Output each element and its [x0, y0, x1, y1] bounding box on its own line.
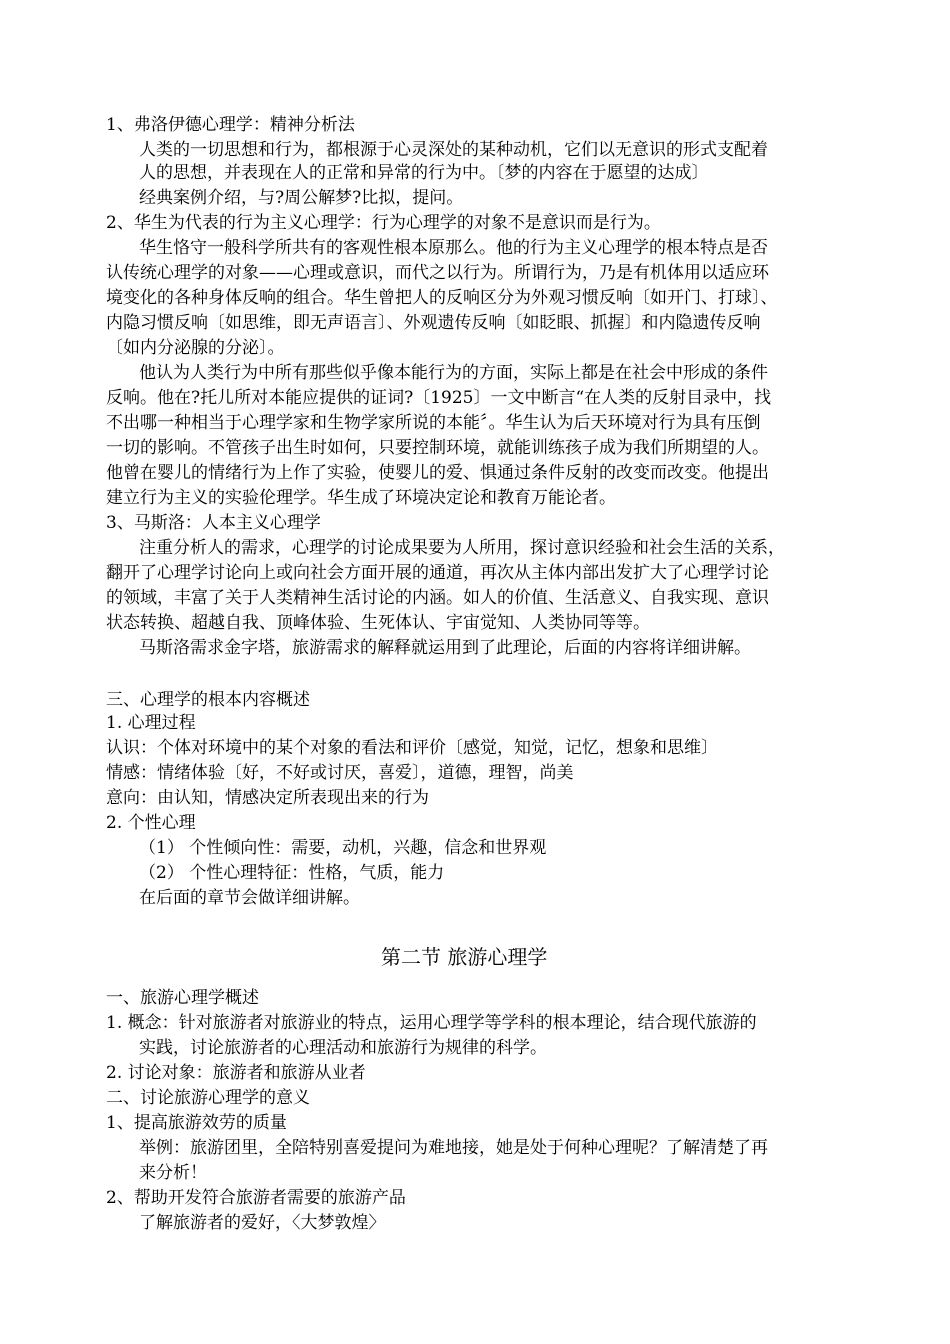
list-subitem: （2） 个性心理特征：性格，气质，能力 — [139, 863, 445, 883]
tourism-overview-heading: 一、旅游心理学概述 — [106, 988, 259, 1008]
watson-paragraph-line: 内隐习惯反响〔如思维，即无声语言〕、外观遗传反响〔如眨眼、抓握〕和内隐遗传反响 — [106, 313, 761, 333]
concept-line: 1. 概念：针对旅游者对旅游业的特点，运用心理学等学科的根本理论，结合现代旅游的 — [106, 1013, 757, 1033]
list-subitem: （1） 个性倾向性：需要，动机，兴趣，信念和世界观 — [139, 838, 547, 858]
watson-paragraph-line: 一切的影响。不管孩子出生时如何，只要控制环境，就能训练孩子成为我们所期望的人。 — [106, 438, 769, 458]
watson-paragraph-line: 境变化的各种身体反响的组合。华生曾把人的反响区分为外观习惯反响〔如开门、打球〕、 — [106, 288, 778, 308]
watson-paragraph-line: 他认为人类行为中所有那些似乎像本能行为的方面，实际上都是在社会中形成的条件 — [139, 363, 768, 383]
meaning-heading: 二、讨论旅游心理学的意义 — [106, 1088, 310, 1108]
concept-line: 实践，讨论旅游者的心理活动和旅游行为规律的科学。 — [139, 1038, 547, 1058]
watson-paragraph-line: 反响。他在?托儿所对本能应提供的证词?〔1925〕一文中断言“在人类的反射目录中，找 — [106, 388, 772, 408]
watson-paragraph-line: 华生恪守一般科学所共有的客观性根本原那么。他的行为主义心理学的根本特点是否 — [139, 238, 768, 258]
detail-note: 了解旅游者的爱好，〈大梦敦煌〉 — [139, 1213, 386, 1233]
maslow-pyramid-note: 马斯洛需求金字塔，旅游需求的解释就运用到了此理论，后面的内容将详细讲解。 — [139, 638, 751, 658]
maslow-heading: 3、马斯洛：人本主义心理学 — [106, 513, 321, 533]
basic-content-heading: 三、心理学的根本内容概述 — [106, 690, 310, 710]
watson-paragraph-line: 〔如内分泌腺的分泌〕。 — [106, 338, 285, 358]
will-line: 意向：由认知，情感决定所表现出来的行为 — [106, 788, 429, 808]
watson-paragraph-line: 他曾在婴儿的情绪行为上作了实验，使婴儿的爱、惧通过条件反射的改变而改变。他提出 — [106, 463, 769, 483]
freud-heading: 1、弗洛伊德心理学：精神分析法 — [106, 115, 355, 135]
list-item: 2. 个性心理 — [106, 813, 196, 833]
watson-paragraph-line: 不出哪一种相当于心理学家和生物学家所说的本能〞。华生认为后天环境对行为具有压倒 — [106, 413, 761, 433]
maslow-paragraph-line: 注重分析人的需求，心理学的讨论成果要为人所用，探讨意识经验和社会生活的关系， — [139, 538, 785, 558]
example-line: 举例：旅游团里，全陪特别喜爱提问为难地接，她是处于何种心理呢？了解清楚了再 — [139, 1138, 768, 1158]
section-title: 第二节 旅游心理学 — [381, 945, 548, 969]
freud-paragraph-line: 人的思想，并表现在人的正常和异常的行为中。〔梦的内容在于愿望的达成〕 — [139, 163, 709, 183]
maslow-paragraph-line: 翻开了心理学讨论向上或向社会方面开展的通道，再次从主体内部出发扩大了心理学讨论 — [106, 563, 769, 583]
list-item: 1、提高旅游效劳的质量 — [106, 1113, 287, 1133]
example-line: 来分析！ — [139, 1163, 207, 1183]
cognition-line: 认识：个体对环境中的某个对象的看法和评价〔感觉，知觉，记忆，想象和思维〕 — [106, 738, 718, 758]
research-object-line: 2. 讨论对象：旅游者和旅游从业者 — [106, 1063, 366, 1083]
emotion-line: 情感：情绪体验〔好，不好或讨厌，喜爱〕，道德，理智，尚美 — [106, 763, 574, 783]
watson-heading: 2、华生为代表的行为主义心理学：行为心理学的对象不是意识而是行为。 — [106, 213, 661, 233]
freud-case-note: 经典案例介绍，与?周公解梦?比拟，提问。 — [139, 188, 464, 208]
list-item: 1. 心理过程 — [106, 713, 196, 733]
maslow-paragraph-line: 的领域，丰富了关于人类精神生活讨论的内涵。如人的价值、生活意义、自我实现、意识 — [106, 588, 769, 608]
watson-paragraph-line: 建立行为主义的实验伦理学。华生成了环境决定论和教育万能论者。 — [106, 488, 616, 508]
list-item: 2、帮助开发符合旅游者需要的旅游产品 — [106, 1188, 406, 1208]
detail-note: 在后面的章节会做详细讲解。 — [139, 888, 360, 908]
maslow-paragraph-line: 状态转换、超越自我、顶峰体验、生死体认、宇宙觉知、人类协同等等。 — [106, 613, 650, 633]
watson-paragraph-line: 认传统心理学的对象——心理或意识，而代之以行为。所谓行为，乃是有机体用以适应环 — [106, 263, 769, 283]
freud-paragraph-line: 人类的一切思想和行为，都根源于心灵深处的某种动机，它们以无意识的形式支配着 — [139, 140, 768, 160]
